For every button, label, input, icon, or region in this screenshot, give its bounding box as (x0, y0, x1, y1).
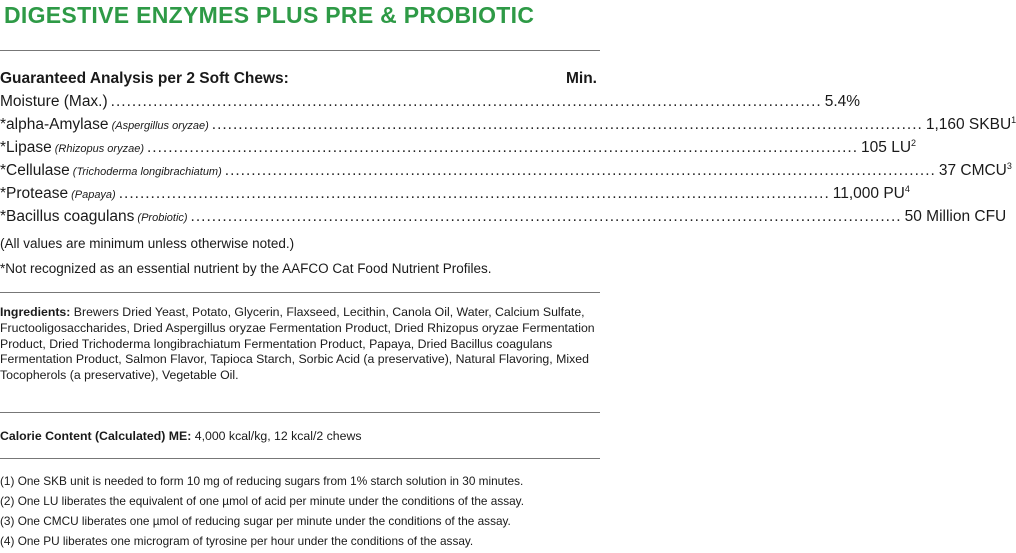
footnote-3: (3) One CMCU liberates one µmol of reducing sugar per minute under the conditions of the assay. (0, 514, 511, 528)
divider-top (0, 50, 600, 51)
dot-leader: ...................................................................................................................................... (190, 208, 902, 225)
analysis-row (0, 115, 1016, 136)
footnote-ref: 4 (904, 184, 910, 194)
divider-footnotes (0, 458, 600, 459)
analysis-row-name: *Cellulase (0, 162, 70, 179)
analysis-row (0, 184, 910, 205)
dot-leader: ...................................................................................................................................... (146, 139, 859, 156)
analysis-row-value: 105 $LU^2$ (861, 138, 917, 156)
divider-calorie (0, 412, 600, 413)
guaranteed-analysis-header (0, 70, 597, 88)
minimum-values-note: (All values are minimum unless otherwise noted.) (0, 236, 295, 251)
analysis-row-source: (Probiotic) (137, 212, 188, 224)
product-title: DIGESTIVE ENZYMES PLUS PRE & PROBIOTIC (4, 2, 535, 28)
analysis-row-value: 50 Million CFU (904, 208, 1007, 225)
dot-leader: ...................................................................................................................................... (211, 116, 923, 133)
footnote-1: (1) One SKB unit is needed to form 10 mg of reducing sugars from 1% starch solution in 30 minutes. (0, 474, 524, 488)
analysis-row (0, 161, 1012, 182)
analysis-row (0, 93, 861, 113)
analysis-row-name: *Lipase (0, 139, 52, 156)
analysis-row-source: (Aspergillus oryzae) (111, 120, 209, 132)
analysis-row (0, 208, 1007, 228)
footnote-ref: 1 (1011, 115, 1016, 125)
aafco-note: *Not recognized as an essential nutrient by the AAFCO Cat Food Nutrient Profiles. (0, 261, 492, 276)
analysis-row-name: Moisture (Max.) (0, 93, 108, 110)
calorie-label: Calorie Content (Calculated) ME: (0, 429, 192, 443)
analysis-row-source: (Trichoderma longibrachiatum) (72, 166, 222, 178)
analysis-row-source: (Rhizopus oryzae) (54, 143, 144, 155)
ingredients-label: Ingredients: (0, 305, 71, 319)
footnote-ref: 2 (911, 138, 917, 148)
dot-leader: ...................................................................................................................................... (224, 162, 936, 179)
footnote-ref: 3 (1006, 161, 1012, 171)
analysis-row-name: *Protease (0, 185, 69, 202)
footnote-2: (2) One LU liberates the equivalent of one µmol of acid per minute under the conditions of the assay. (0, 494, 524, 508)
footnote-4: (4) One PU liberates one microgram of tyrosine per hour under the conditions of the assay. (0, 534, 474, 548)
analysis-row-value: 5.4% (824, 93, 861, 110)
analysis-row-value: 37 CMCU$^3$ (938, 161, 1012, 179)
analysis-row-source: (Papaya) (71, 189, 116, 201)
dot-leader: ...................................................................................................................................... (118, 185, 830, 202)
ingredients-text: Brewers Dried Yeast, Potato, Glycerin, Flaxseed, Lecithin, Canola Oil, Water, Calcium Sulfate, Fructooligosaccharides, Dried Aspergillus oryzae Fermentation Product, Dried Rhizopus oryzae Fermentation Product, Dried Trichoderma longibrachiatum Fermentation Product, Papaya, Dried Bacillus coagulans Fermentation Product, Salmon Flavor, Tapioca Starch, Sorbic Acid (a preservative), Natural Flavoring, Mixed Tocopherols (a preservative), Vegetable Oil. (0, 305, 595, 383)
analysis-row-name: *Bacillus coagulans (0, 208, 135, 225)
divider-ingredients (0, 292, 600, 293)
analysis-row (0, 138, 917, 159)
analysis-row-value: 1,160 SKBU$^1$ (925, 115, 1016, 133)
dot-leader: ...................................................................................................................................... (110, 93, 822, 110)
min-column-label: Min. (566, 70, 597, 87)
analysis-row-value: 11,000 $PU^4$ (832, 184, 910, 202)
calorie-text: 4,000 kcal/kg, 12 kcal/2 chews (194, 429, 362, 443)
calorie-section (0, 429, 362, 443)
ingredients-section (0, 305, 596, 384)
guaranteed-analysis-heading: Guaranteed Analysis per 2 Soft Chews: (0, 70, 289, 87)
analysis-row-name: *alpha-Amylase (0, 116, 109, 133)
